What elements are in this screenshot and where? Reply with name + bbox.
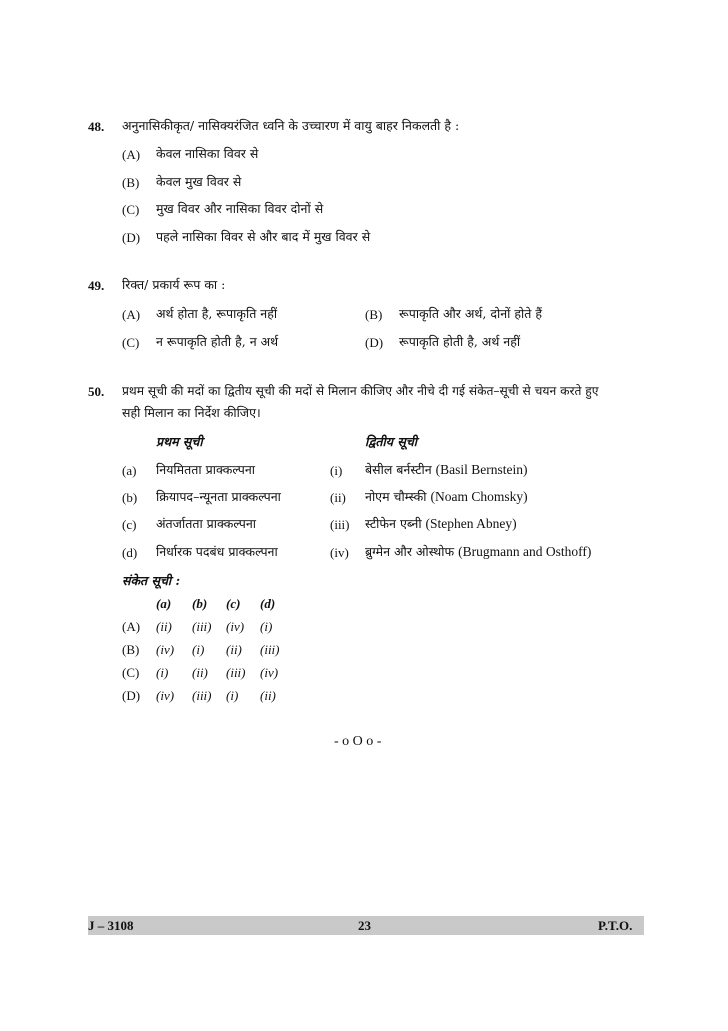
- option-text: पहले नासिका विवर से और बाद में मुख विवर से: [156, 229, 371, 244]
- option-label: (B): [365, 307, 383, 322]
- code-value: (i): [192, 642, 205, 657]
- list-1-label: (b): [122, 490, 138, 505]
- option-label: (D): [365, 335, 384, 350]
- option-text: न रूपाकृति होती है, न अर्थ: [156, 334, 279, 349]
- option-text: मुख विवर और नासिका विवर दोनों से: [156, 201, 324, 216]
- question-number: 48.: [88, 119, 105, 134]
- code-value: (iv): [260, 665, 279, 680]
- option-text: केवल मुख विवर से: [156, 174, 242, 189]
- code-header: (d): [260, 596, 276, 611]
- list-2-item: बेसील बर्नस्टीन (Basil Bernstein): [365, 462, 528, 477]
- code-value: (ii): [226, 642, 242, 657]
- list-1-item: अंतर्जातता प्राक्कल्पना: [156, 516, 257, 531]
- list-2-label: (iii): [330, 517, 350, 532]
- option-label: (B): [122, 175, 140, 190]
- code-value: (ii): [192, 665, 208, 680]
- list-2-label: (iv): [330, 545, 349, 560]
- option-label: (C): [122, 202, 140, 217]
- list-1-item: क्रियापद–न्यूनता प्राक्कल्पना: [156, 489, 281, 504]
- footer-paper-code: J – 3108: [88, 918, 134, 933]
- code-value: (iv): [226, 619, 245, 634]
- code-value: (iv): [156, 688, 175, 703]
- code-label: (A): [122, 619, 141, 634]
- option-text: रूपाकृति होती है, अर्थ नहीं: [399, 334, 521, 349]
- end-mark: - o O o -: [334, 734, 382, 749]
- option-label: (D): [122, 230, 141, 245]
- code-header: (c): [226, 596, 241, 611]
- list-2-title: द्वितीय सूची: [365, 434, 418, 449]
- code-header: (b): [192, 596, 208, 611]
- question-text-line-2: सही मिलान का निर्देश कीजिए।: [122, 405, 261, 420]
- code-label: (D): [122, 688, 141, 703]
- code-value: (ii): [260, 688, 276, 703]
- code-value: (i): [260, 619, 273, 634]
- question-text-line-1: प्रथम सूची की मदों का द्वितीय सूची की मदों से मिलान कीजिए और नीचे दी गई संकेत–सूची से चयन करते हुए: [122, 384, 599, 398]
- question-text: रिक्त/ प्रकार्य रूप का :: [122, 277, 226, 292]
- option-text: रूपाकृति और अर्थ, दोनों होते हैं: [399, 306, 542, 321]
- footer-page-number: 23: [358, 918, 371, 933]
- list-1-label: (d): [122, 545, 138, 560]
- code-value: (iii): [192, 619, 212, 634]
- code-value: (i): [226, 688, 239, 703]
- list-1-item: नियमितता प्राक्कल्पना: [156, 462, 255, 477]
- code-list-title: संकेत सूची :: [122, 573, 181, 588]
- list-1-label: (a): [122, 463, 137, 478]
- list-2-item: ब्रुग्मेन और ओस्थोफ (Brugmann and Osthoff): [365, 544, 592, 559]
- option-label: (A): [122, 147, 141, 162]
- code-value: (iii): [260, 642, 280, 657]
- code-value: (iii): [192, 688, 212, 703]
- code-value: (iv): [156, 642, 175, 657]
- footer-pto: P.T.O.: [598, 918, 633, 933]
- question-text: अनुनासिकीकृत/ नासिक्यरंजित ध्वनि के उच्चारण में वायु बाहर निकलती है :: [122, 118, 460, 133]
- code-label: (C): [122, 665, 140, 680]
- list-1-item: निर्धारक पदबंध प्राक्कल्पना: [156, 544, 278, 559]
- question-number: 49.: [88, 278, 105, 293]
- code-value: (iii): [226, 665, 246, 680]
- list-1-title: प्रथम सूची: [156, 434, 203, 449]
- list-2-label: (i): [330, 463, 343, 478]
- option-label: (C): [122, 335, 140, 350]
- list-2-item: नोएम चौम्स्की (Noam Chomsky): [365, 489, 528, 504]
- question-number: 50.: [88, 384, 105, 399]
- list-2-item: स्टीफेन एब्नी (Stephen Abney): [365, 516, 517, 531]
- code-value: (i): [156, 665, 169, 680]
- code-value: (ii): [156, 619, 172, 634]
- list-2-label: (ii): [330, 490, 346, 505]
- option-label: (A): [122, 307, 141, 322]
- list-1-label: (c): [122, 517, 137, 532]
- code-label: (B): [122, 642, 140, 657]
- code-header: (a): [156, 596, 172, 611]
- option-text: अर्थ होता है, रूपाकृति नहीं: [156, 306, 278, 321]
- option-text: केवल नासिका विवर से: [156, 146, 259, 161]
